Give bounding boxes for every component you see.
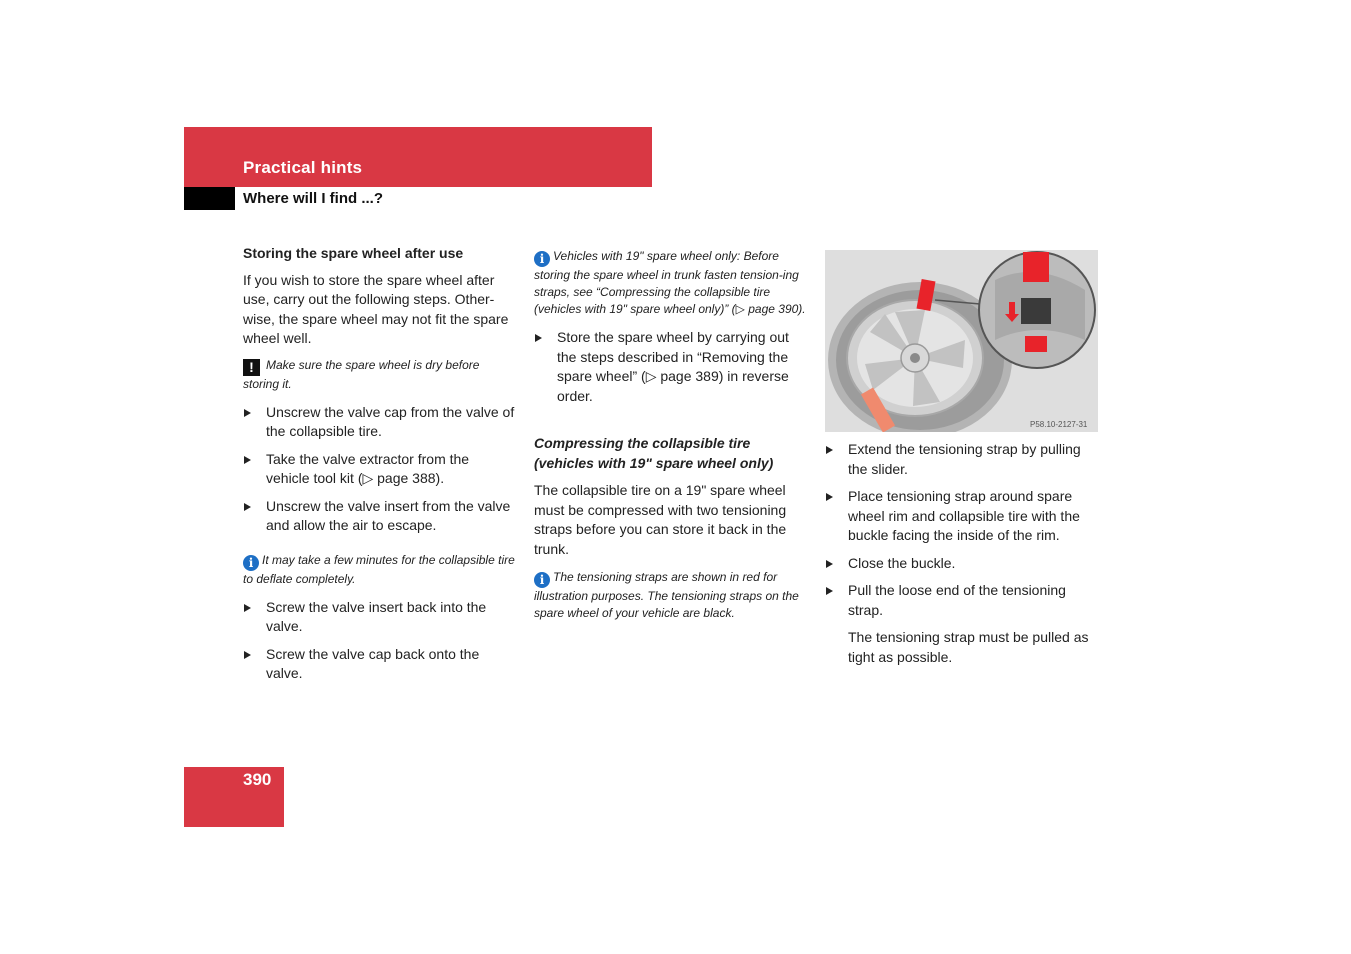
step-text: Store the spare wheel by carrying out the steps described in “Removing the spare wheel” (▷ page 389) in reverse order. xyxy=(557,329,789,404)
info-text: The tensioning straps are shown in red for illustration purposes. The tensioning straps on the spare wheel of your vehicle are black. xyxy=(534,570,799,620)
triangle-bullet-icon xyxy=(244,604,251,612)
triangle-bullet-icon xyxy=(244,503,251,511)
intro-paragraph: If you wish to store the spare wheel after use, carry out the following steps. Other-wise, the spare wheel may not fit the spare wheel well. xyxy=(243,271,509,346)
step-text: Place tensioning strap around spare wheel rim and collapsible tire with the buckle facing the inside of the rim. xyxy=(848,488,1080,543)
info-text: Vehicles with 19" spare wheel only: Before storing the spare wheel in trunk fasten tension-ing straps, see “Compressing the collapsible tire (vehicles with 19" spare wheel only)” (▷ page 390). xyxy=(534,249,806,316)
triangle-bullet-icon xyxy=(826,493,833,501)
instruction-step xyxy=(825,440,1098,479)
info-icon: i xyxy=(534,572,550,588)
result-text: The tensioning strap must be pulled as tight as possible. xyxy=(848,629,1089,665)
instruction-step xyxy=(243,645,515,684)
info-note xyxy=(534,248,806,318)
instruction-step xyxy=(243,497,515,536)
header-band xyxy=(184,127,652,187)
instruction-step xyxy=(243,450,515,489)
section-heading: Storing the spare wheel after use xyxy=(243,245,464,261)
warning-icon: ! xyxy=(243,359,260,376)
triangle-bullet-icon xyxy=(826,446,833,454)
instruction-step xyxy=(243,403,515,442)
section-heading: Compressing the collapsible tire (vehicles with 19" spare wheel only) xyxy=(534,435,774,471)
step-text: Close the buckle. xyxy=(848,554,956,571)
triangle-bullet-icon xyxy=(826,560,833,568)
instruction-step xyxy=(825,487,1098,546)
triangle-bullet-icon xyxy=(244,409,251,417)
info-text: It may take a few minutes for the collapsible tire to deflate completely. xyxy=(243,552,515,586)
warning-note xyxy=(243,357,515,393)
info-icon: i xyxy=(243,555,259,571)
step-text: Screw the valve cap back onto the valve. xyxy=(266,645,480,681)
figure-code: P58.10-2127-31 xyxy=(1030,420,1088,429)
header-tab-marker xyxy=(184,187,235,210)
info-note xyxy=(243,552,515,588)
step-text: Unscrew the valve cap from the valve of the collapsible tire. xyxy=(266,403,515,439)
triangle-bullet-icon xyxy=(244,456,251,464)
instruction-step xyxy=(534,328,806,406)
instruction-step xyxy=(825,581,1098,620)
spare-wheel-illustration xyxy=(825,250,1098,432)
triangle-bullet-icon xyxy=(826,587,833,595)
body-paragraph: The collapsible tire on a 19" spare wheel must be compressed with two tensioning straps before you can store it back in the trunk. xyxy=(534,482,787,557)
column-1 xyxy=(243,244,515,692)
step-text: Extend the tensioning strap by pulling the slider. xyxy=(848,441,1081,477)
column-3 xyxy=(825,250,1098,675)
info-note xyxy=(534,569,806,622)
info-icon: i xyxy=(534,251,550,267)
page-subtitle: Where will I find ...? xyxy=(243,190,384,207)
column-2 xyxy=(534,248,806,632)
step-text: Unscrew the valve insert from the valve and allow the air to escape. xyxy=(266,497,511,533)
section-title: Practical hints xyxy=(243,158,363,177)
page-number: 390 xyxy=(243,770,272,789)
step-text: Take the valve extractor from the vehicle tool kit (▷ page 388). xyxy=(266,450,470,486)
warning-text: Make sure the spare wheel is dry before storing it. xyxy=(243,357,480,391)
step-text: Screw the valve insert back into the valve. xyxy=(266,598,487,634)
triangle-bullet-icon xyxy=(535,334,542,342)
step-text: Pull the loose end of the tensioning strap. xyxy=(848,582,1066,618)
triangle-bullet-icon xyxy=(244,651,251,659)
instruction-step xyxy=(243,598,515,637)
instruction-step xyxy=(825,554,1098,574)
